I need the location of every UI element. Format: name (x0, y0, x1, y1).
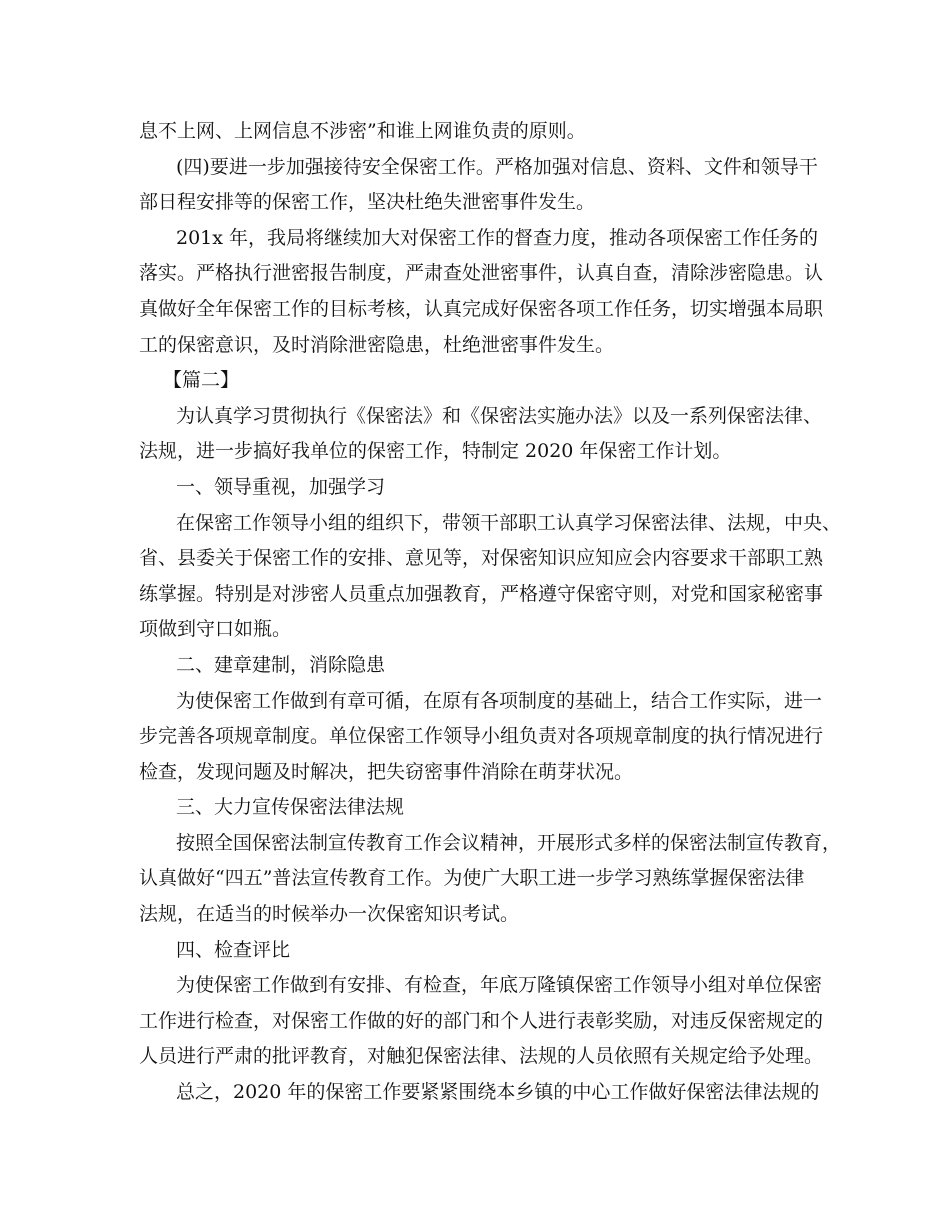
paragraph-start-line: 为认真学习贯彻执行《保密法》和《保密法实施办法》以及一系列保密法律、 (176, 404, 823, 427)
paragraph-start-line: 按照全国保密法制宣传教育工作会议精神，开展形式多样的保密法制宣传教育， (176, 831, 842, 854)
body-line: 法规，在适当的时候举办一次保密知识考试。 (139, 903, 520, 926)
body-line: 落实。严格执行泄密报告制度，严肃查处泄密事件，认真自查，清除涉密隐患。认 (139, 262, 824, 285)
body-line: 法规，进一步搞好我单位的保密工作，特制定 2020 年保密工作计划。 (139, 440, 732, 463)
subheading: 四、检查评比 (176, 938, 291, 961)
body-line: 工作进行检查，对保密工作做的好的部门和个人进行表彰奖励，对违反保密规定的 (139, 1009, 824, 1032)
subheading: 二、建章建制，消除隐患 (176, 653, 386, 676)
body-line: 项做到守口如瓶。 (139, 618, 292, 641)
body-line: 息不上网、上网信息不涉密”和谁上网谁负责的原则。 (139, 120, 586, 142)
paragraph-start-line: 在保密工作领导小组的组织下，带领干部职工认真学习保密法律、法规，中央、 (176, 511, 842, 534)
body-line: 练掌握。特别是对涉密人员重点加强教育，严格遵守保密守则，对党和国家秘密事 (139, 582, 824, 605)
body-line: 检查，发现问题及时解决，把失窃密事件消除在萌芽状况。 (139, 760, 634, 783)
paragraph-start-line: 为使保密工作做到有安排、有检查，年底万隆镇保密工作领导小组对单位保密 (176, 974, 823, 997)
body-line: 人员进行严肃的批评教育，对触犯保密法律、法规的人员依照有关规定给予处理。 (139, 1045, 824, 1068)
subheading: 三、大力宣传保密法律法规 (176, 796, 405, 819)
body-line: 省、县委关于保密工作的安排、意见等，对保密知识应知应会内容要求干部职工熟 (139, 547, 824, 570)
document-body (139, 114, 842, 1111)
paragraph-start-line: 为使保密工作做到有章可循，在原有各项制度的基础上，结合工作实际，进一 (176, 689, 823, 712)
paragraph-start-line: 201x 年，我局将继续加大对保密工作的督查力度，推动各项保密工作任务的 (176, 226, 819, 249)
subheading: 一、领导重视，加强学习 (176, 475, 386, 498)
body-line: 真做好全年保密工作的目标考核，认真完成好保密各项工作任务，切实增强本局职 (139, 297, 824, 320)
body-line: 认真做好“四五”普法宣传教育工作。为使广大职工进一步学习熟练掌握保密法律 (139, 867, 805, 890)
body-line: 步完善各项规章制度。单位保密工作领导小组负责对各项规章制度的执行情况进行 (139, 725, 824, 748)
paragraph-start-line: 总之，2020 年的保密工作要紧紧围绕本乡镇的中心工作做好保密法律法规的 (176, 1081, 820, 1104)
paragraph-start-line: (四)要进一步加强接待安全保密工作。严格加强对信息、资料、文件和领导干 (176, 155, 818, 178)
body-line: 部日程安排等的保密工作，坚决杜绝失泄密事件发生。 (139, 191, 596, 214)
body-line: 工的保密意识，及时消除泄密隐患，杜绝泄密事件发生。 (139, 333, 615, 356)
section-heading: 【篇二】 (163, 369, 240, 392)
